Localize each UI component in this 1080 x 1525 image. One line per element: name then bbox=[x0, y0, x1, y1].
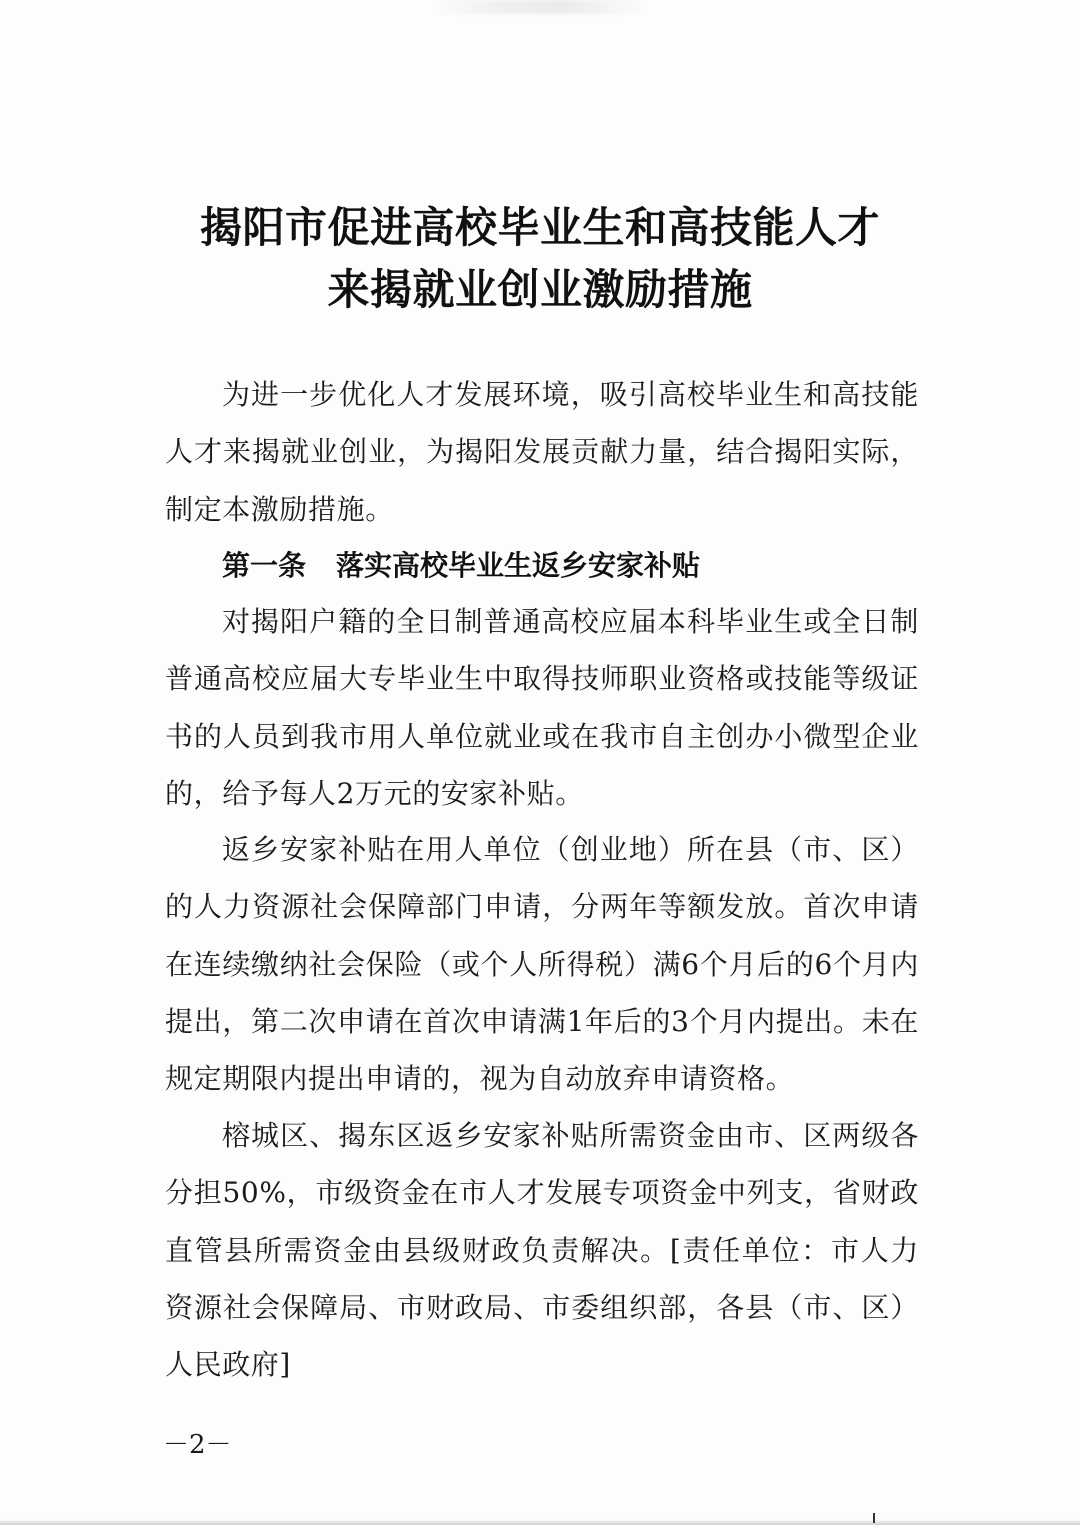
article-1-heading bbox=[222, 537, 700, 594]
intro-paragraph: 为进一步优化人才发展环境，吸引高校毕业生和高技能人才来揭就业创业，为揭阳发展贡献力量，结合揭阳实际，制定本激励措施。 bbox=[165, 378, 919, 526]
article-1-number: 第一条 bbox=[222, 549, 307, 582]
scan-artifact-bottom bbox=[0, 1519, 1080, 1525]
document-title-line-1: 揭阳市促进高校毕业生和高技能人才 bbox=[199, 203, 880, 252]
article-1-paragraph-3: 榕城区、揭东区返乡安家补贴所需资金由市、区两级各分担50%，市级资金在市人才发展专项资金中列支，省财政直管县所需资金由县级财政负责解决。[责任单位：市人力资源社会保障局、市财政局、市委组织部，各县（市、区）人民政府] bbox=[165, 1119, 919, 1382]
page-number: －2－ bbox=[163, 1430, 232, 1460]
scan-artifact-tick bbox=[873, 1513, 875, 1523]
article-1-title: 落实高校毕业生返乡安家补贴 bbox=[336, 549, 701, 582]
article-1-paragraph-1: 对揭阳户籍的全日制普通高校应届本科毕业生或全日制普通高校应届大专毕业生中取得技师职业资格或技能等级证书的人员到我市用人单位就业或在我市自主创办小微型企业的，给予每人2万元的安家补贴。 bbox=[165, 605, 919, 810]
document-title-line-2: 来揭就业创业激励措施 bbox=[327, 265, 753, 314]
article-1-paragraph-2: 返乡安家补贴在用人单位（创业地）所在县（市、区）的人力资源社会保障部门申请，分两年等额发放。首次申请在连续缴纳社会保险（或个人所得税）满6个月后的6个月内提出，第二次申请在首次申请满1年后的3个月内提出。未在规定期限内提出申请的，视为自动放弃申请资格。 bbox=[165, 833, 919, 1096]
scan-artifact-top bbox=[430, 0, 650, 14]
